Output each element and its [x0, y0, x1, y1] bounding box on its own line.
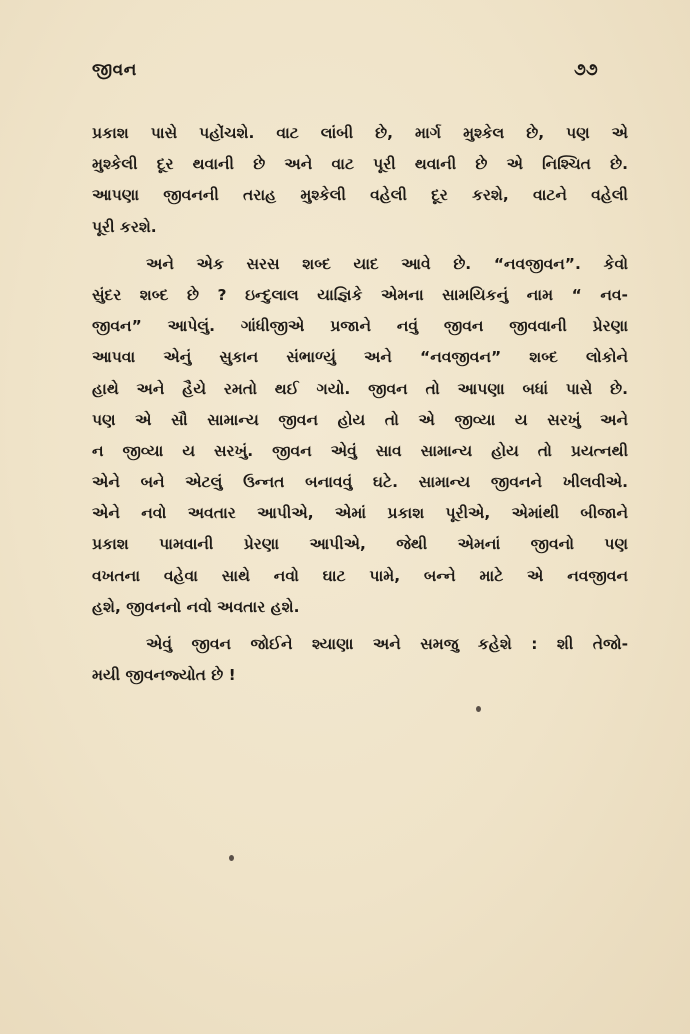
- body-text: [92, 118, 628, 691]
- paragraph-1: [92, 118, 628, 243]
- text-line: હાથે અને હૈયે રમતો થઈ ગયો. જીવન તો આપણા બધાં પાસે છે.: [92, 379, 628, 398]
- text-line: મયી જીવનજ્યોત છે !: [92, 666, 236, 685]
- text-line: પૂરી કરશે.: [92, 217, 157, 236]
- text-line: ન જીવ્યા ય સરખું. જીવન એવું સાવ સામાન્ય હોય તો પ્રયત્નથી: [92, 441, 628, 460]
- text-line: પ્રકાશ પાસે પહોંચશે. વાટ લાંબી છે, માર્ગ મુશ્કેલ છે, પણ એ: [92, 124, 628, 142]
- text-line: વખતના વહેવા સાથે નવો ઘાટ પામે, બન્ને માટે એ નવજીવન: [92, 566, 628, 585]
- ink-speck: [229, 855, 234, 861]
- page-number: ૭૭: [574, 60, 598, 80]
- paragraph-3: [92, 629, 628, 691]
- text-line: મુશ્કેલી દૂર થવાની છે અને વાટ પૂરી થવાની છે એ નિશ્ચિત છે.: [92, 155, 628, 174]
- text-line: અને એક સરસ શબ્દ યાદ આવે છે. “નવજીવન”. કેવો: [146, 254, 628, 273]
- text-line: પણ એ સૌ સામાન્ય જીવન હોય તો એ જીવ્યા ય સરખું અને: [92, 410, 628, 429]
- text-line: પ્રકાશ પામવાની પ્રેરણા આપીએ, જેથી એમનાં જીવનો પણ: [92, 535, 628, 554]
- text-line: એવું જીવન જોઈને શ્યાણા અને સમજુ કહેશે : શી તેજો-: [146, 635, 628, 653]
- text-line: આપવા એનું સુકાન સંભાળ્યું અને “નવજીવન” શબ્દ લોકોને: [92, 348, 628, 367]
- running-title: જીવન: [92, 60, 137, 80]
- text-line: હશે, જીવનનો નવો અવતાર હશે.: [92, 597, 300, 616]
- text-line: જીવન” આપેલું. ગાંધીજીએ પ્રજાને નવું જીવન જીવવાની પ્રેરણા: [92, 317, 628, 336]
- text-line: આપણા જીવનની તરાહ મુશ્કેલી વહેલી દૂર કરશે, વાટને વહેલી: [92, 186, 628, 205]
- text-line: સુંદર શબ્દ છે ? ઇન્દુલાલ યાજ્ઞિકે એમના સામયિકનું નામ “ નવ-: [92, 285, 628, 304]
- text-line: એને નવો અવતાર આપીએ, એમાં પ્રકાશ પૂરીએ, એમાંથી બીજાને: [92, 504, 628, 523]
- ink-speck: [476, 706, 481, 712]
- text-line: એને બને એટલું ઉન્નત બનાવવું ઘટે. સામાન્ય જીવનને ખીલવીએ.: [92, 473, 628, 492]
- paragraph-2: [92, 249, 628, 623]
